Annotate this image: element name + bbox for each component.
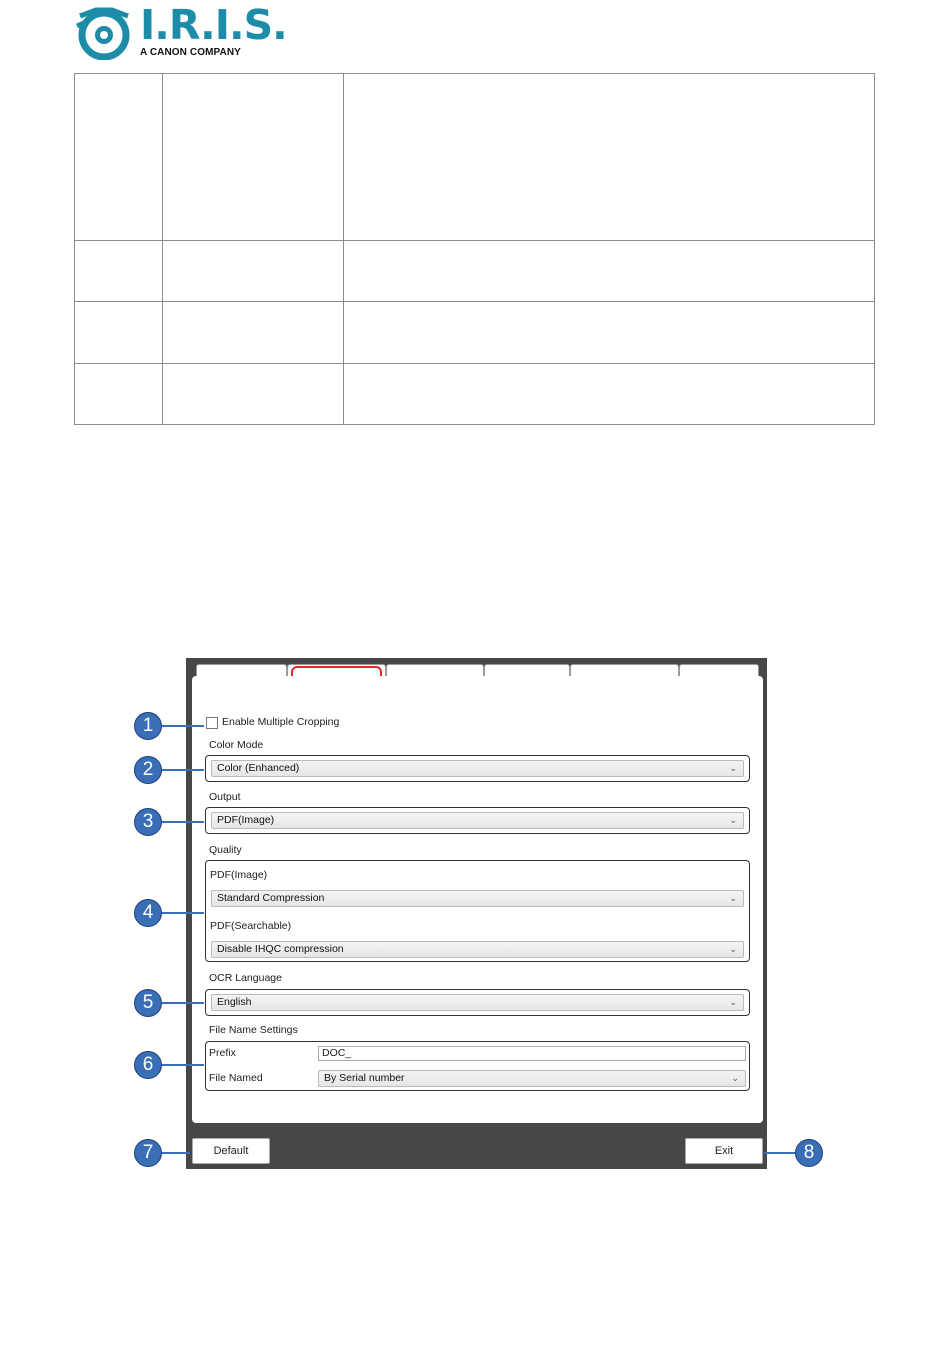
output-select[interactable]	[211, 812, 744, 829]
logo-tagline: A CANON COMPANY	[140, 47, 241, 58]
table-border	[74, 73, 875, 74]
quality-group	[205, 860, 750, 962]
enable-multiple-cropping-label: Enable Multiple Cropping	[222, 716, 340, 728]
table-border	[874, 73, 875, 425]
settings-dialog	[186, 658, 767, 1169]
chevron-down-icon: ⌄	[729, 815, 737, 825]
table-row-divider	[74, 301, 875, 302]
pdf-searchable-label: PDF(Searchable)	[210, 920, 292, 932]
color-mode-select[interactable]	[211, 760, 744, 777]
callout-connector	[162, 1064, 204, 1066]
callout-4: 4	[134, 899, 162, 927]
file-named-label: File Named	[209, 1072, 263, 1084]
callout-8: 8	[795, 1139, 823, 1167]
pdf-searchable-quality-select[interactable]	[211, 941, 744, 958]
prefix-input[interactable]: DOC_	[318, 1046, 746, 1061]
prefix-label: Prefix	[209, 1047, 236, 1059]
table-row-divider	[74, 240, 875, 241]
callout-6: 6	[134, 1051, 162, 1079]
chevron-down-icon: ⌄	[729, 997, 737, 1007]
chevron-down-icon: ⌄	[729, 944, 737, 954]
callout-connector	[162, 1002, 204, 1004]
quality-label: Quality	[209, 844, 242, 856]
callout-connector	[162, 821, 204, 823]
color-mode-label: Color Mode	[209, 739, 264, 751]
table-column-divider	[162, 73, 163, 425]
color-mode-value: Color (Enhanced)	[217, 762, 300, 774]
default-button[interactable]: Default	[192, 1138, 270, 1164]
callout-3: 3	[134, 808, 162, 836]
document-settings-panel	[192, 676, 763, 1123]
callout-connector	[764, 1152, 796, 1154]
ocr-language-group	[205, 989, 750, 1016]
output-group	[205, 807, 750, 834]
chevron-down-icon: ⌄	[731, 1073, 739, 1083]
document-table	[74, 73, 875, 425]
chevron-down-icon: ⌄	[729, 893, 737, 903]
ocr-language-label: OCR Language	[209, 972, 282, 984]
ocr-language-select[interactable]	[211, 994, 744, 1011]
exit-button[interactable]: Exit	[685, 1138, 763, 1164]
iris-eye-icon	[76, 6, 132, 60]
table-border	[74, 73, 75, 425]
callout-2: 2	[134, 756, 162, 784]
callout-connector	[162, 769, 204, 771]
chevron-down-icon: ⌄	[729, 763, 737, 773]
callout-7: 7	[134, 1139, 162, 1167]
file-named-value: By Serial number	[324, 1072, 405, 1084]
callout-connector	[162, 912, 204, 914]
pdf-searchable-quality-value: Disable IHQC compression	[217, 943, 344, 955]
ocr-language-value: English	[217, 996, 252, 1008]
table-row-divider	[74, 363, 875, 364]
file-name-settings-group	[205, 1041, 750, 1091]
iris-logo	[76, 1, 287, 62]
callout-connector	[162, 725, 204, 727]
table-column-divider	[343, 73, 344, 425]
pdf-image-quality-value: Standard Compression	[217, 892, 325, 904]
file-name-settings-label: File Name Settings	[209, 1024, 298, 1036]
pdf-image-quality-select[interactable]	[211, 890, 744, 907]
callout-connector	[162, 1152, 190, 1154]
output-value: PDF(Image)	[217, 814, 275, 826]
enable-multiple-cropping-checkbox[interactable]	[206, 717, 218, 729]
table-border	[74, 424, 875, 425]
logo-wordmark: I.R.I.S.	[140, 1, 287, 49]
color-mode-group	[205, 755, 750, 782]
pdf-image-label: PDF(Image)	[210, 869, 268, 881]
output-label: Output	[209, 791, 241, 803]
callout-1: 1	[134, 712, 162, 740]
callout-5: 5	[134, 989, 162, 1017]
file-named-select[interactable]	[318, 1070, 746, 1087]
